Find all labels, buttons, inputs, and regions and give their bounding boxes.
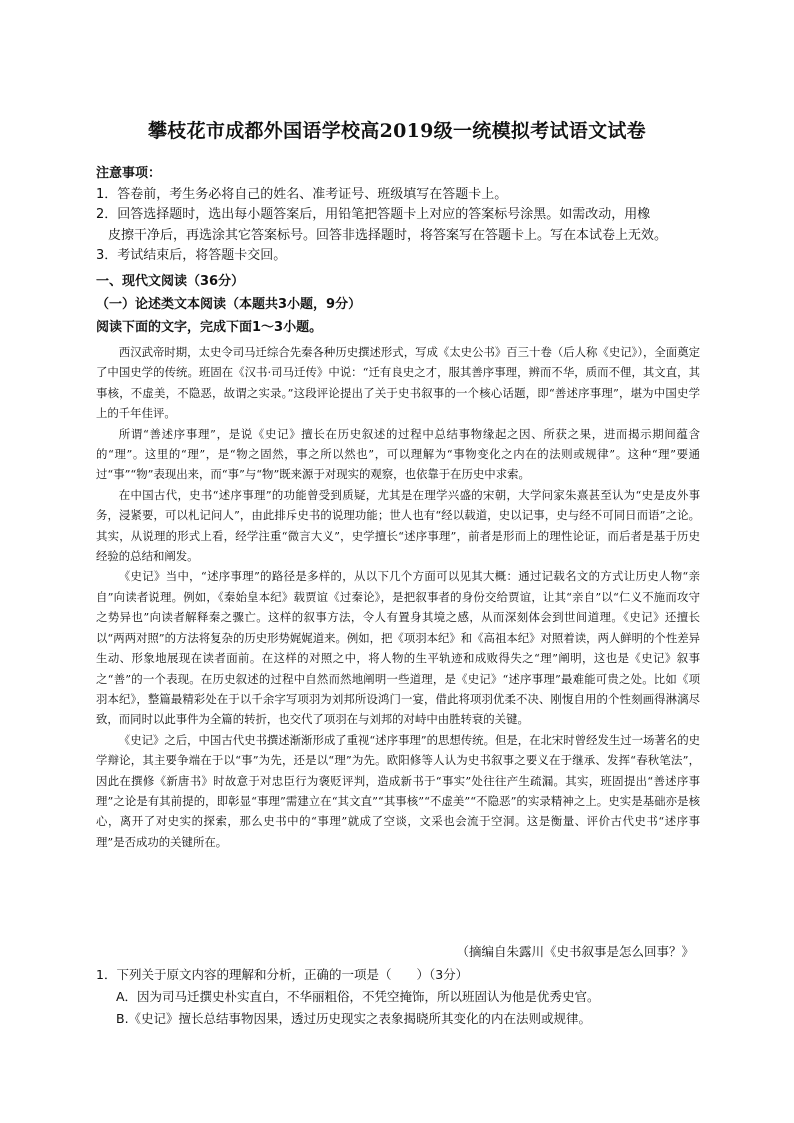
question-option-b: B.《史记》擅长总结事物因果，透过历史现实之表象揭晓所其变化的内在法则或规律。 bbox=[116, 1011, 592, 1026]
notes-item: 皮擦干净后，再选涂其它答案标号。回答非选择题时，将答案写在答题卡上。写在本试卷上无效。 bbox=[108, 227, 668, 243]
notes-item: 2．回答选择题时，选出每小题答案后，用铅笔把答题卡上对应的答案标号涂黑。如需改动，用橡 bbox=[96, 207, 651, 222]
notes-item: 3．考试结束后，将答题卡交回。 bbox=[96, 248, 287, 263]
passage-paragraph: 西汉武帝时期，太史令司马迁综合先秦各种历史撰述形式，写成《太史公书》百三十卷（后人称《史记》），全面奠定了中国史学的传统。班固在《汉书·司马迁传》中说：“迁有良史之才，服其善序事理，辨而不华，质而不俚，其文直，其事核，不虚美，不隐恶，故谓之实录。”这段评论提出了关于史书叙事的一个核心话题，即“善述序事理”，堪为中国史学上的千年佳评。 bbox=[96, 345, 700, 421]
passage-paragraph: 所谓“善述序事理”，是说《史记》擅长在历史叙述的过程中总结事物缘起之因、所获之果，进而揭示期间蕴含的“理”。这里的“理”，是“物之固然，事之所以然也”，可以理解为“事物变化之内在的法则或规律”。这种“理”要通过“事”“物”表现出来，而“事”与“物”既来源于对现实的观察，也依靠于在历史中求索。 bbox=[96, 426, 700, 482]
question-stem: 1．下列关于原文内容的理解和分析，正确的一项是（ ）（3分） bbox=[96, 967, 469, 982]
passage-paragraph: 《史记》当中，“述序事理”的路径是多样的，从以下几个方面可以见其大概：通过记载名文的方式让历史人物“亲自”向读者说理。例如，《秦始皇本纪》载贾谊《过秦论》，是把叙事者的身份交给贾谊，让其“亲自”以“仁义不施而攻守之势异也”向读者解释秦之骤亡。这样的叙事方法，令人有置身其境之感，从而深刻体会到世间道理。《史记》还擅长以“两两对照”的方法将复杂的历史形势娓娓道来。例如，把《项羽本纪》和《高祖本纪》对照着读，两人鲜明的个性差异生动、形象地展现在读者面前。在这样的对照之中，将人物的生平轨迹和成败得失之“理”阐明，这也是《史记》叙事之“善”的一个表现。在历史叙述的过程中自然而然地阐明一些道理，是《史记》“述序事理”最难能可贵之处。比如《项羽本纪》，整篇最精彩处在于以千余字写项羽为刘邦所设鸿门一宴，借此将项羽优柔不决、刚愎自用的个性刻画得淋漓尽致，而同时以此事件为全篇的转折，也交代了项羽在与刘邦的对峙中由胜转衰的关键。 bbox=[96, 569, 700, 727]
section-heading: 一、现代文阅读（36分） bbox=[96, 274, 245, 289]
passage-paragraph: 在中国古代，史书“述序事理”的功能曾受到质疑，尤其是在理学兴盛的宋朝，大学问家朱熹甚至认为“史是皮外事务，浸紧要，可以札记问人”，由此排斥史书的说理功能；世人也有“经以载道，史以记事，史与经不可同日而语”之论。其实，从说理的形式上看，经学注重“微言大义”，史学擅长“述序事理”，前者是形而上的理性论证，而后者是基于历史经验的总结和阐发。 bbox=[96, 487, 700, 564]
subsection-heading: （一）论述类文本阅读（本题共3小题，9分） bbox=[96, 297, 362, 312]
notes-heading: 注意事项： bbox=[96, 166, 162, 181]
passage-paragraph: 《史记》之后，中国古代史书撰述渐渐形成了重视“述序事理”的思想传统。但是，在北宋时曾经发生过一场著名的史学辩论，其主要争端在于以“事”为先，还是以“理”为先。欧阳修等人认为史书叙事之要义在于继承、发挥“春秋笔法”，因此在撰修《新唐书》时故意于对忠臣行为褒贬评判，造成新书于“事实”处往往产生疏漏。其实，班固提出“善述序事理”之论是有其前提的，即彰显“事理”需建立在“其文直”“其事核”“不虚美”“不隐恶”的实录精神之上。史实是基础亦是核心，离开了对史实的探索，那么史书中的“事理”就成了空谈，文采也会流于空洞。这是衡量、评价古代史书“述序事理”是否成功的关键所在。 bbox=[96, 732, 700, 849]
notes-item: 1．答卷前，考生务必将自己的姓名、准考证号、班级填写在答题卡上。 bbox=[96, 186, 508, 202]
notes-block bbox=[96, 164, 706, 267]
question-option-a: A．因为司马迁撰史朴实直白，不华丽粗俗，不凭空掩饰，所以班固认为他是优秀史官。 bbox=[116, 989, 600, 1004]
exam-title: 攀枝花市成都外国语学校高2019级一统模拟考试语文试卷 bbox=[148, 120, 646, 142]
source-citation: （摘编自朱露川《史书叙事是怎么回事？》 bbox=[456, 944, 694, 959]
question-1 bbox=[96, 964, 716, 1030]
reading-instruction: 阅读下面的文字，完成下面1～3小题。 bbox=[96, 320, 323, 335]
reading-passage bbox=[96, 342, 700, 852]
